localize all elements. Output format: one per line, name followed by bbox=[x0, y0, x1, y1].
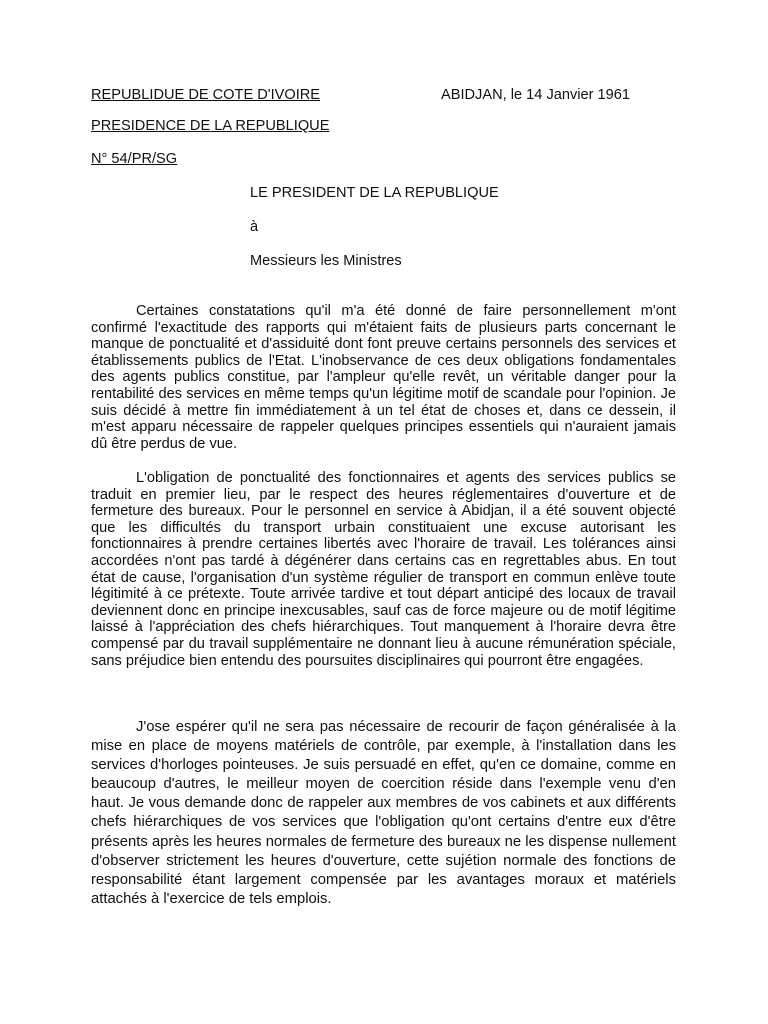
body-paragraph-2: L'obligation de ponctualité des fonctionnaires et agents des services publics se traduit en premier lieu, par le respect des heures réglementaires d'ouverture et de fermeture des bureaux. Pour le personnel en service à Abidjan, il a été souvent objecté que les difficultés du transport urbain constituaient une excuse autorisant les fonctionnaires à prendre certaines libertés avec l'horaire de travail. Les tolérances ainsi accordées n'ont pas tardé à dégénérer dans certains cas en regrettables abus. En tout état de cause, l'organisation d'un système régulier de transport en commun enlève toute légitimité à ce prétexte. Toute arrivée tardive et tout départ anticipé des locaux de travail deviennent donc en principe inexcusables, sauf cas de force majeure ou de motif légitime laissé à l'appréciation des chefs hiérarchiques. Tout manquement à l'horaire devra être compensé par du travail supplémentaire ne donnant lieu à aucune rémunération spéciale, sans préjudice bien entendu des poursuites disciplinaires qui pourront être engagées. bbox=[91, 470, 676, 669]
sender-line: LE PRESIDENT DE LA REPUBLIQUE bbox=[250, 185, 499, 201]
republic-heading: REPUBLIDUE DE COTE D'IVOIRE bbox=[91, 87, 321, 103]
place-date: ABIDJAN, le 14 Janvier 1961 bbox=[441, 87, 631, 103]
reference-number: N° 54/PR/SG bbox=[91, 151, 178, 167]
to-line: à bbox=[250, 219, 259, 235]
recipient-line: Messieurs les Ministres bbox=[250, 253, 402, 269]
presidency-heading: PRESIDENCE DE LA REPUBLIQUE bbox=[91, 118, 330, 134]
body-paragraph-3: J'ose espérer qu'il ne sera pas nécessaire de recourir de façon généralisée à la mise en place de moyens matériels de contrôle, par exemple, à l'installation dans les services d'horloges pointeuses. Je suis persuadé en effet, qu'en ce domaine, comme en beaucoup d'autres, le meilleur moyen de coercition réside dans l'exemple venu d'en haut. Je vous demande donc de rappeler aux membres de vos cabinets et aux différents chefs hiérarchiques de vos services que l'obligation qu'ont certains d'entre eux d'être présents après les heures normales de fermeture des bureaux ne les dispense nullement d'observer strictement les heures d'ouverture, cette sujétion normale des fonctions de responsabilité étant largement compensée par les avantages moraux et matériels attachés à l'exercice de tels emplois. bbox=[91, 719, 676, 907]
body-paragraph-1: Certaines constatations qu'il m'a été donné de faire personnellement m'ont confirmé l'exactitude des rapports qui m'étaient faits de plusieurs parts concernant le manque de ponctualité et d'assiduité dont font preuve certains personnels des services et établissements publics de l'Etat. L'inobservance de ces deux obligations fondamentales des agents publics constitue, par l'ampleur qu'elle revêt, un véritable danger pour la rentabilité des services en même temps qu'un légitime motif de scandale pour l'opinion. Je suis décidé à mettre fin immédiatement à un tel état de choses et, dans ce dessein, il m'est apparu nécessaire de rappeler quelques principes essentiels qui n'auraient jamais dû être perdus de vue. bbox=[91, 303, 676, 452]
